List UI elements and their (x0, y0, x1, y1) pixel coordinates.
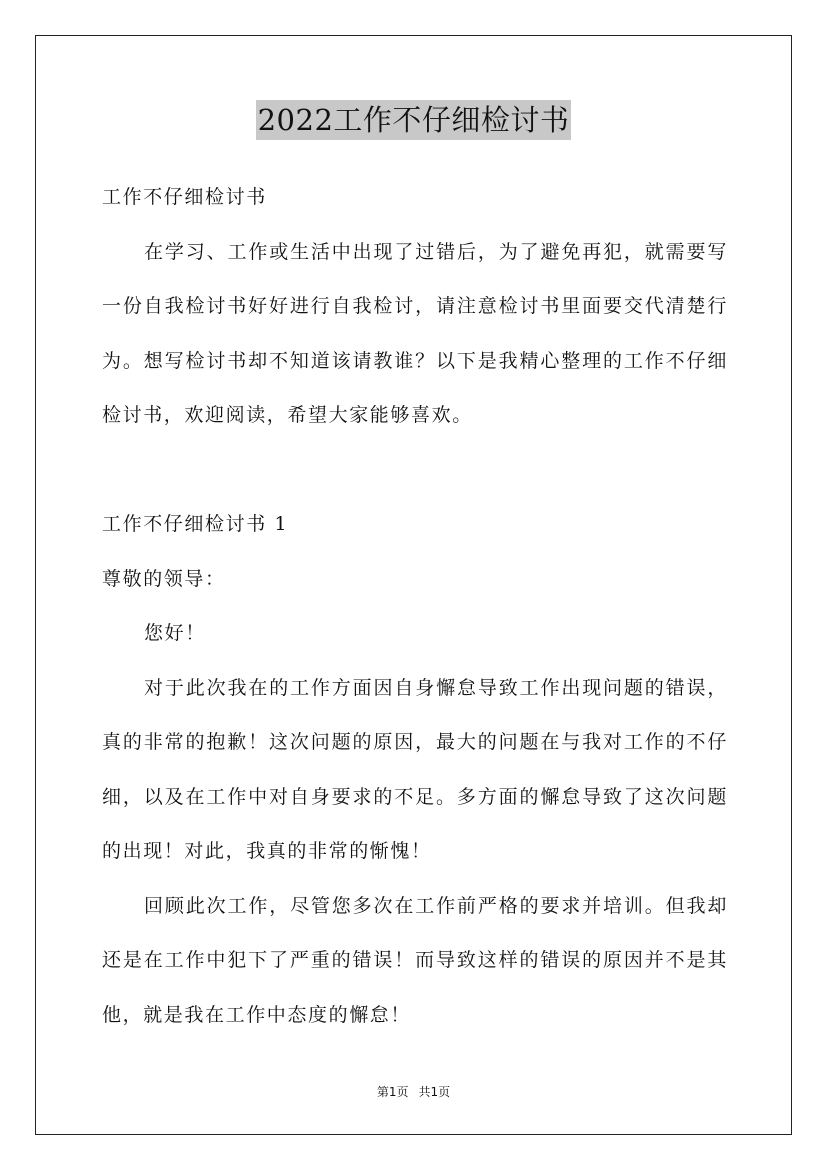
page-number: 第1页 (376, 1085, 409, 1099)
body-paragraph-2: 回顾此次工作，尽管您多次在工作前严格的要求并培训。但我却还是在工作中犯下了严重的错误！而导致这样的错误的原因并不是其他，就是我在工作中态度的懈怠！ (102, 894, 728, 1026)
page-footer (0, 1083, 827, 1101)
document-body (102, 170, 728, 1042)
body-paragraph-1: 对于此次我在的工作方面因自身懈怠导致工作出现问题的错误，真的非常的抱歉！这次问题的原因，最大的问题在与我对工作的不仔细，以及在工作中对自身要求的不足。多方面的懈怠导致了这次问题的出现！对此，我真的非常的惭愧！ (102, 676, 728, 862)
blank-line (102, 443, 728, 498)
section-title: 工作不仔细检讨书 1 (102, 513, 289, 535)
salutation: 尊敬的领导： (102, 567, 226, 590)
greeting: 您好！ (144, 622, 206, 644)
page-total: 共1页 (418, 1085, 451, 1099)
document-heading: 工作不仔细检讨书 (102, 186, 267, 208)
document-title: 2022工作不仔细检讨书 (256, 100, 572, 140)
intro-paragraph: 在学习、工作或生活中出现了过错后，为了避免再犯，就需要写一份自我检讨书好好进行自我检讨，请注意检讨书里面要交代清楚行为。想写检讨书却不知道该请教谁？以下是我精心整理的工作不仔细检讨书，欢迎阅读，希望大家能够喜欢。 (102, 240, 728, 426)
title-container (0, 100, 827, 140)
